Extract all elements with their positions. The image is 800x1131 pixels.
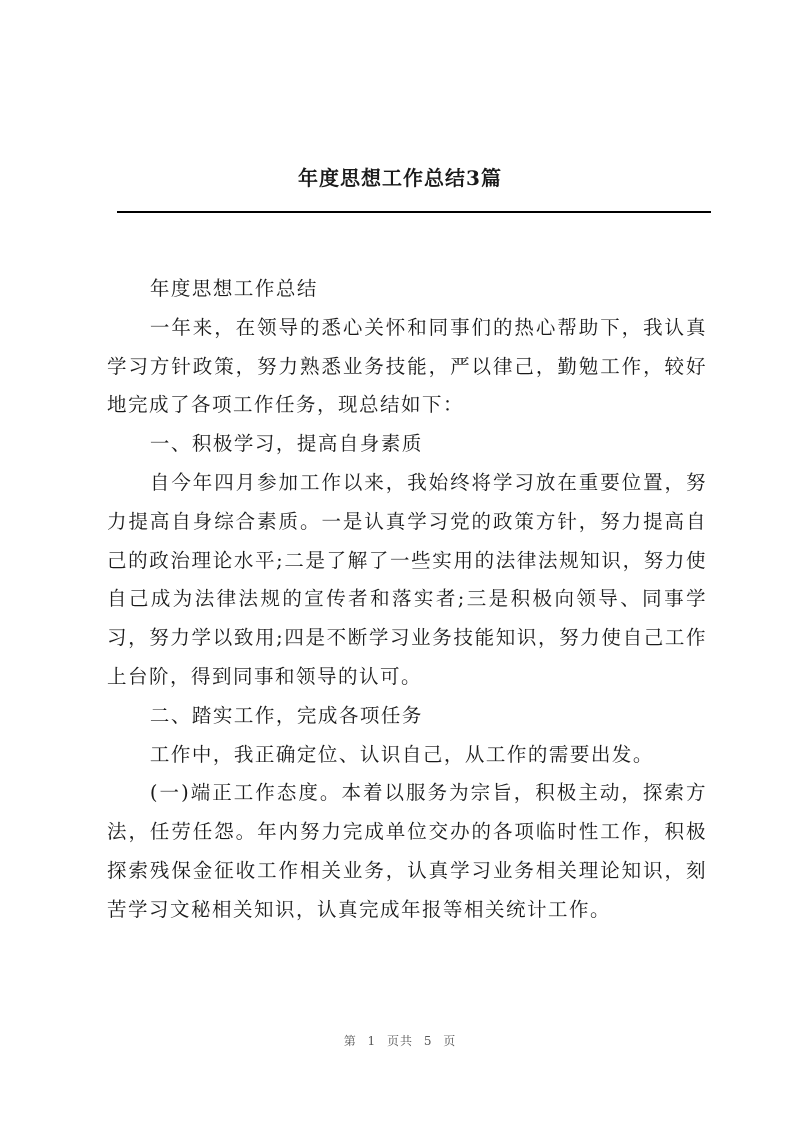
body-paragraph: 自今年四月参加工作以来，我始终将学习放在重要位置，努力提高自身综合素质。一是认真学习党的政策方针，努力提高自己的政治理论水平;二是了解了一些实用的法律法规知识，努力使自己成为法律法规的宣传者和落实者;三是积极向领导、同事学习，努力学以致用;四是不断学习业务技能知识，努力使自己工作上台阶，得到同事和领导的认可。 bbox=[107, 470, 707, 688]
section-heading: 年度思想工作总结 bbox=[149, 277, 318, 300]
body-paragraph: (一)端正工作态度。本着以服务为宗旨，积极主动，探索方法，任劳任怨。年内努力完成单位交办的各项临时性工作，积极探索残保金征收工作相关业务，认真学习业务相关理论知识，刻苦学习文秘相关知识，认真完成年报等相关统计工作。 bbox=[107, 781, 707, 921]
page-title: 年度思想工作总结3篇 bbox=[298, 166, 502, 190]
intro-paragraph: 一年来，在领导的悉心关怀和同事们的热心帮助下，我认真学习方针政策，努力熟悉业务技能，严以律己，勤勉工作，较好地完成了各项工作任务，现总结如下： bbox=[107, 315, 707, 417]
section-heading: 二、踏实工作，完成各项任务 bbox=[149, 703, 423, 727]
document-body bbox=[107, 270, 707, 930]
title-divider bbox=[117, 211, 711, 213]
section-heading: 一、积极学习，提高自身素质 bbox=[149, 432, 423, 456]
body-paragraph: 工作中，我正确定位、认识自己，从工作的需要出发。 bbox=[149, 742, 654, 766]
page-number-footer: 第 1 页共 5 页 bbox=[343, 1034, 457, 1048]
